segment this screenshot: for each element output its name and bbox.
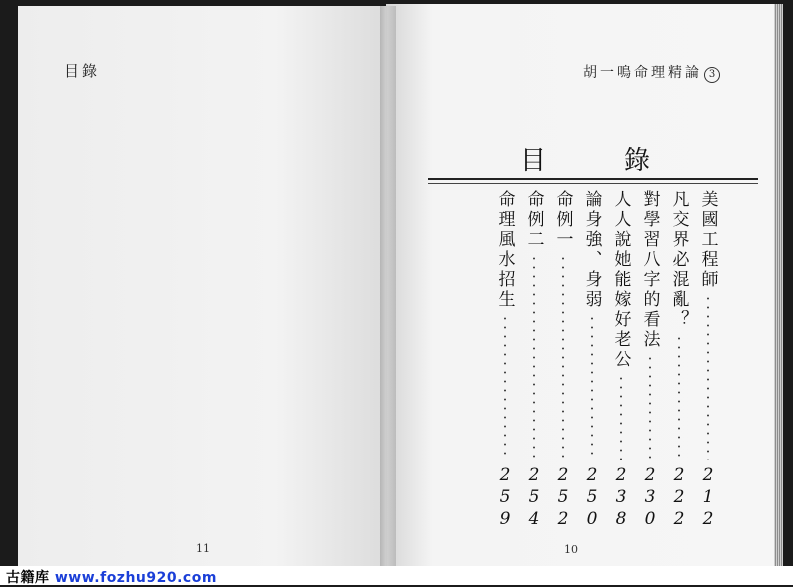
dot-leader [562,254,564,460]
toc-entry[interactable] [668,190,690,530]
title-rule [428,178,758,180]
book-gutter [380,6,396,566]
book-title: 胡一鳴命理精論 [583,65,702,81]
site-watermark [6,567,217,587]
toc-entry-title: 命例一 [552,190,573,250]
dot-leader [504,314,506,460]
toc-entry-title: 美國工程師 [697,190,718,290]
toc-entry-page: 2 5 0 [586,465,598,529]
page-number-left: 11 [196,542,210,555]
toc-entry-page: 2 1 2 [702,465,714,529]
site-url[interactable]: www.fozhu920.com [54,570,217,586]
toc-entry-page: 2 2 2 [673,465,685,529]
toc-entry[interactable] [552,190,574,530]
toc-entry-page: 2 5 9 [499,465,511,529]
toc-entry[interactable] [639,190,661,530]
toc-entry[interactable] [523,190,545,530]
toc-entry-page: 2 3 0 [644,465,656,529]
left-page [18,6,386,566]
toc-entry[interactable] [494,190,516,530]
toc-entry-title: 凡交界必混亂？ [668,190,689,330]
toc-entry[interactable] [581,190,603,530]
dot-leader [591,314,593,460]
running-header-right [583,62,720,83]
toc-entry[interactable] [697,190,719,530]
watermark-bar [0,566,793,585]
toc-title-char: 目 [520,146,547,176]
running-header-left: 目錄 [64,62,101,80]
page-number-right: 10 [564,543,578,556]
dot-leader [707,294,709,460]
toc-entry[interactable] [610,190,632,530]
dot-leader [649,354,651,460]
dot-leader [678,334,680,460]
toc-title-char: 錄 [623,146,650,176]
toc-entry-title: 人人說她能嫁好老公 [610,190,631,370]
volume-number-badge: 3 [704,67,720,83]
dot-leader [533,254,535,460]
toc-entry-title: 命理風水招生 [494,190,515,310]
site-name: 古籍库 [6,570,50,586]
toc-entry-page: 2 5 4 [528,465,540,529]
dot-leader [620,374,622,460]
toc-entry-title: 論身強、身弱 [581,190,602,310]
toc-title [520,140,650,177]
toc-entry-title: 命例二 [523,190,544,250]
page-edges [774,4,783,566]
toc-entry-title: 對學習八字的看法 [639,190,660,350]
toc-entry-page: 2 5 2 [557,465,569,529]
toc-entries [494,190,719,530]
toc-entry-page: 2 3 8 [615,465,627,529]
title-rule-thin [428,183,758,184]
